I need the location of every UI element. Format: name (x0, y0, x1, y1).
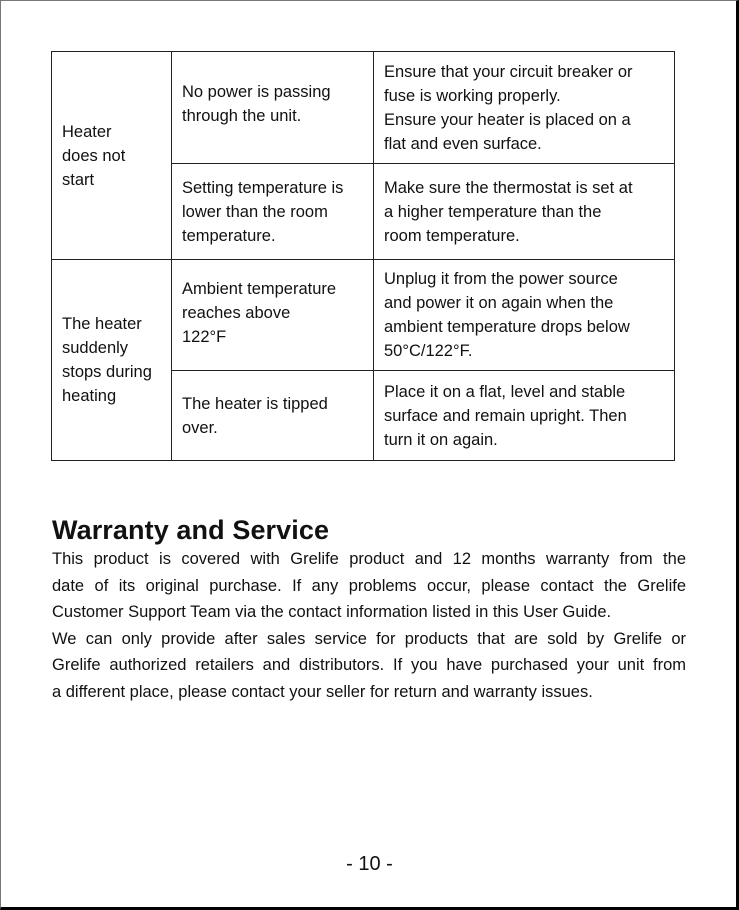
problem-text: stops during (62, 363, 152, 381)
solution-cell (374, 371, 675, 461)
warranty-line: We can only provide after sales service for products that are sold by Grelife or (52, 629, 686, 648)
solution-cell (374, 52, 675, 164)
solution-text: room temperature. (384, 226, 520, 245)
cause-cell (172, 371, 374, 461)
problem-text: heating (62, 387, 117, 405)
cause-text: temperature. (182, 226, 276, 245)
solution-text: Ensure that your circuit breaker or (384, 62, 633, 81)
table-row (52, 52, 675, 164)
solution-cell (374, 260, 675, 371)
solution-text: Unplug it from the power source (384, 270, 618, 288)
cause-cell (172, 52, 374, 164)
cause-cell (172, 260, 374, 371)
problem-text: The heater (62, 315, 142, 333)
cause-text: reaches above (182, 304, 291, 322)
cause-text: 122°F (182, 328, 227, 346)
solution-text: flat and even surface. (384, 134, 542, 153)
warranty-heading: Warranty and Service (52, 515, 330, 545)
solution-text: fuse is working properly. (384, 86, 561, 105)
cause-text: No power is passing (182, 83, 331, 101)
page-number: - 10 - (346, 853, 393, 875)
warranty-line: date of its original purchase. If any problems occur, please contact the Grelife (52, 576, 686, 595)
problem-cell (52, 52, 172, 260)
troubleshooting-table (51, 51, 675, 461)
solution-text: a higher temperature than the (384, 202, 602, 221)
solution-text: and power it on again when the (384, 294, 614, 312)
warranty-text (52, 546, 686, 705)
solution-text: 50°C/122°F. (384, 342, 473, 360)
cause-text: Setting temperature is (182, 178, 344, 197)
cause-text: Ambient temperature (182, 280, 337, 298)
problem-text: suddenly (62, 339, 129, 357)
cause-text: over. (182, 418, 218, 437)
cause-text: lower than the room (182, 202, 328, 221)
cause-text: through the unit. (182, 107, 302, 125)
problem-text: does not (62, 146, 126, 165)
warranty-line: a different place, please contact your seller for return and warranty issues. (52, 682, 593, 701)
solution-text: ambient temperature drops below (384, 318, 630, 336)
solution-text: Ensure your heater is placed on a (384, 110, 631, 129)
warranty-line: Grelife authorized retailers and distributors. If you have purchased your unit from (52, 656, 686, 674)
cause-text: The heater is tipped (182, 394, 328, 413)
solution-text: Place it on a flat, level and stable (384, 382, 626, 401)
solution-text: surface and remain upright. Then (384, 406, 627, 425)
solution-cell (374, 164, 675, 260)
table-row (52, 260, 675, 371)
problem-text: start (62, 170, 95, 189)
solution-text: Make sure the thermostat is set at (384, 178, 633, 197)
cause-cell (172, 164, 374, 260)
problem-text: Heater (62, 122, 112, 141)
warranty-line: This product is covered with Grelife product and 12 months warranty from the (52, 550, 686, 568)
problem-cell (52, 260, 172, 461)
solution-text: turn it on again. (384, 430, 498, 449)
warranty-line: Customer Support Team via the contact information listed in this User Guide. (52, 603, 612, 621)
